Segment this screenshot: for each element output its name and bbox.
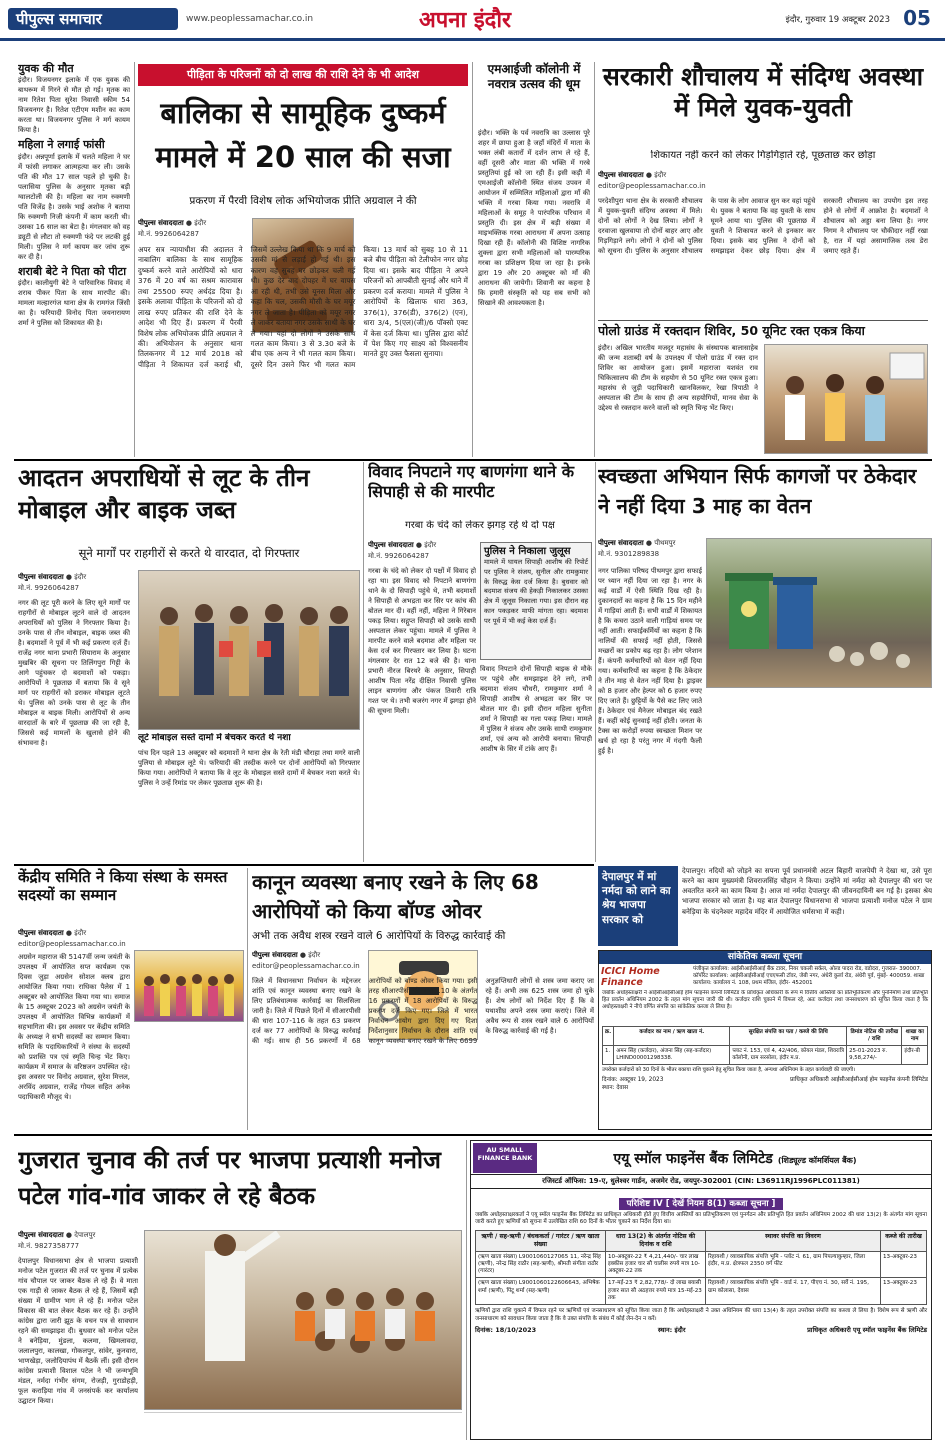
section-rule — [14, 864, 594, 866]
ad-regd-office: रजिस्टर्ड ऑफिस: 19-ए, धुलेश्वर गार्डन, अजमेर रोड, जयपुर-302001 (CIN: L36911RJ1996PLC011381) — [471, 1175, 931, 1189]
byline: पीपुल्स संवाददाता ● पीथमपुर मो.नं. 9301289838 — [598, 539, 676, 559]
byline-name: पीपुल्स संवाददाता — [18, 1231, 64, 1239]
story-body: गरबा के चंदे को लेकर दो पक्षों में विवाद हो रहा था। इस विवाद को निपटाने बाणगंगा थाने के दो सिपाही पहुंचे थे, तभी बदमाशों ने सिपाही से अभद्रता कर सिर पर कांच की बोतल मार दी। वहीं नहीं, महिला ने गिरेबान पकड़ लिया। सद्गुप्त सिपाही को उसके साथी अस्पताल लेकर पहुंचा। मामले में पुलिस ने मारपीट करने वाले बदमाश और महिला पर केस दर्ज कर गिरफ्तार कर लिया है। घटना मंगलवार देर रात 12 बजे की है। थाना प्रभारी नीरज बिरथरे के अनुसार, सिपाही आशीष पिता नरेंद्र दीक्षित निवासी पुलिस लाइन बाणगंगा और पंकज तिवारी रात्रि गश्त पर थे। तभी बजरंग नगर में झगड़ा होने की सूचना मिली। — [368, 567, 476, 715]
column-divider — [134, 62, 135, 457]
box-title: पुलिस ने निकाला जुलूस — [484, 546, 571, 557]
byline-mobile: मो.नं. 9926064287 — [138, 230, 200, 239]
table-cell: (ऋण खाता संख्या) L9001060122606643, अभिषेक शर्मा (ऋणी), पिंटू शर्मा (सह-ऋणी) — [476, 1278, 606, 1305]
byline-place: इंदौर — [424, 541, 437, 549]
story-body: देपालपुर। नदियों को जोड़ने का सपना पूर्व प्रधानमंत्री अटल बिहारी वाजपेयी ने देखा था, उसे पूरा करने का काम मुख्यमंत्री शिवराजसिंह चौहान ने किया। उन्होंने मां नर्मदा को देपालपुर की धरा पर अवतरित करने का काम किया है। आज मां नर्मदा देपालपुर की जीवनदायिनी बन गई है। इसका श्रेय भाजपा सरकार को जाता है। यह बात देपालपुर विधानसभा से भाजपा प्रत्याशी मनोज पटेल ने ग्राम बनेड़िया के चंदनेश्वर महादेव मंदिर में आयोजित धर्मसभा में कही। — [682, 867, 932, 916]
headline: गुजरात चुनाव की तर्ज पर भाजपा प्रत्याशी मनोज पटेल गांव-गांव जाकर ले रहे बैठक — [18, 1146, 441, 1210]
box-body: मामले में घायल सिपाही आशीष की रिपोर्ट पर पुलिस ने संजय, सुनील और रामकुमार के विरुद्ध केस दर्ज किया है। बुधवार को बदमाश संजय की हेकड़ी निकालकर उसका क्षेत्र में जुलूस निकाला गया। इस दौरान वह कान पकड़कर माफी मांगता रहा। बदमाश पर पूर्व में भी कई केस दर्ज हैं। — [484, 558, 588, 625]
deck: सूने मार्गों पर राहगीरों से करते थे वारदात, दो गिरफ्तार — [78, 546, 300, 560]
table-cell: 13-अक्टूबर-23 — [881, 1251, 927, 1278]
photo-spacer — [144, 1412, 462, 1440]
ad-date: दिनांक: 18/10/2023 — [475, 1325, 537, 1334]
police-group-icon — [139, 571, 360, 730]
masthead-rule — [0, 38, 945, 41]
byline-email: editor@peoplessamachar.co.in — [598, 182, 706, 191]
byline-email: editor@peoplessamachar.co.in — [18, 940, 126, 949]
samiti-photo — [134, 950, 244, 1022]
byline: पीपुल्स संवाददाता ● देपालपुर मो.नं. 9827358777 — [18, 1231, 96, 1251]
table-cell: (ऋण खाता संख्या) L9001060127065 11, नरेन्द्र सिंह (ऋणी), नरेन्द्र सिंह राठौर (सह-ऋणी), श्रीमती संगीता राठौर (गारंटर) — [476, 1251, 606, 1278]
icici-notice-ad — [598, 950, 932, 1130]
column-divider — [472, 62, 473, 457]
headline: आदतन अपराधियों से लूट के तीन मोबाइल और बाइक जब्त — [18, 464, 310, 525]
byline-mobile: मो.नं. 9301289838 — [598, 550, 660, 559]
table-cell: रिहायशी / व्यावसायिक संपत्ति भूमि - प्लॉट नं. 61, ग्राम पिपल्याकुम्हार, जिला इंदौर, म.प्र. क्षेत्रफल 2350 वर्ग फीट — [706, 1251, 881, 1278]
kicker-bar: पीड़िता के परिजनों को दो लाख की राशि देने के भी आदेश — [138, 64, 468, 86]
column-divider — [247, 868, 248, 1130]
byline-name: पीपुल्स संवाददाता — [138, 219, 184, 227]
ad-table — [475, 1230, 927, 1306]
table-cell: 13-अक्टूबर-23 — [881, 1278, 927, 1305]
table-row — [476, 1251, 927, 1278]
byline: पीपुल्स संवाददाता ● इंदौर editor@peoplessamachar.co.in — [18, 929, 126, 949]
byline-name: पीपुल्स संवाददाता — [598, 171, 644, 179]
byline: पीपुल्स संवाददाता ● इंदौर मो.नं. 9926064287 — [138, 219, 207, 239]
byline-name: पीपुल्स संवाददाता — [598, 539, 644, 547]
section-rule — [14, 459, 932, 461]
table-cell: 17-मई-23 ₹ 2,82,778/- दो लाख बयासी हजार सात सौ अठहत्तर रुपये मात्र 15-मई-23 तक — [606, 1278, 706, 1305]
table-header-cell: शाखा का नाम — [902, 1027, 928, 1046]
table-header-cell: डिमांड नोटिस की तारीख / राशि — [847, 1027, 902, 1046]
byline-name: पीपुल्स संवाददाता — [252, 951, 298, 959]
table-row — [603, 1046, 928, 1065]
byline-name: पीपुल्स संवाददाता — [18, 929, 64, 937]
column-divider — [466, 1140, 467, 1440]
table-cell: 25-01-2023 रु. 9,58,274/- — [847, 1046, 902, 1065]
table-header-row — [476, 1230, 927, 1251]
table-cell: 10-अक्टूबर-22 ₹ 4,21,440/- चार लाख इक्कीस हजार चार सौ चालीस रुपये मात्र 10-अक्टूबर-22 तक — [606, 1251, 706, 1278]
story-body: नगर पालिका परिषद पीथमपुर द्वारा सफाई पर ध्यान नहीं दिया जा रहा है। नगर के कई वार्डों में ऐसी स्थिति दिख रही है। दुकानदारों का कहना है कि 15 दिन महीने में गाड़ियां आती हैं। सभी वार्डों में शिकायत है कि कचरा उठाने वाली गाड़ियां समय पर नहीं आती। सफाईकर्मियों का कहना है कि नालियों की सफाई नहीं होती, जिससे मच्छरों का प्रकोप बढ़ रहा है। लोग परेशान हैं। कंपनी कर्मचारियों को वेतन नहीं दिया गया। कर्मचारियों का कहना है कि ठेकेदार ने तीन माह से वेतन नहीं दिया है। ड्राइवर को 8 हजार और हेल्पर को 6 हजार रुपए दिए जाते हैं। छुट्टियों के पैसे कट लिए जाते हैं। ठेकेदार एवं मैनेजर मोबाइल बंद रखते हैं। कहीं कोई सुनवाई नहीं होती। जनता के टैक्स का करोड़ों रुपया स्वच्छता मिशन पर खर्च हो रहा है परंतु नगर में गंदगी फैली हुई है। — [598, 567, 702, 755]
table-cell: रिहायशी / व्यावसायिक संपत्ति भूमि - वार्ड नं. 17, पीएच नं. 30, सर्वे नं. 195, ग्राम कोलासा, देवास — [706, 1278, 881, 1305]
ad-notice: जबकि अधोहस्ताक्षरी ने आईसीआईसीआई होम फाइनेंस कंपनी लिमिटेड के प्राधिकृत अधिकारी के रूप में वित्तीय आस्तियों का प्रतिभूतिकरण और पुनर्निर्माण तथा प्रतिभूति हित प्रवर्तन अधिनियम 2002 के तहत मांग सूचना जारी की थी। कर्जदार राशि चुकाने में विफल रहे, अतः कर्जदार तथा जनसाधारण को सूचित किया जाता है कि अधोहस्ताक्षरी ने नीचे वर्णित संपत्ति का सांकेतिक कब्जा ले लिया है। — [602, 990, 928, 1011]
dustbin-icon — [707, 539, 932, 688]
story-body: देपालपुर विधानसभा क्षेत्र से भाजपा प्रत्याशी मनोज पटेल गुजरात की तर्ज पर चुनाव में प्रत्येक गांव चौपाल पर जाकर बैठक ले रहे हैं। वे माता एक गाड़ी से जाकर बैठक ले रहे हैं, जिसमें बड़ी संख्या में ग्रामीण भाग ले रहे हैं। मनोज पटेल विकास की बात लेकर बैठक कर रहे हैं। उन्होंने कांग्रेस द्वारा जारी झूठ के वचन पत्र से सावधान रहने की समझाइश दी। बुधवार को मनोज पटेल ने बनेड़िया, मुंडला, कलमा, खिमलावदा, जलालपुरा, कालखा, गोकलपुर, सांवेर, कुनवारा, भाणखेड़ा, जलोदियापंथ में बैठकें लीं। इसी दौरान कांग्रेस प्रत्याशी विशाल पटेल ने भी जन्मभूमि मंडल, नर्मदा गंभीर संगम, रोजड़ी, गुराडोहड़ी, फूल कराड़िया गांव में जनसंपर्क कर कार्यालय उद्घाटन किया। — [18, 1257, 138, 1405]
section-rule — [14, 1134, 932, 1136]
photo-caption: पांच दिन पहले 13 अक्टूबर को बदमाशों ने थाना क्षेत्र के रेती मंडी चौराहा तथा मगरे वाली पुलिया से मोबाइल लूटे थे। फरियादी की तस्दीक करने पर दोनों आरोपियों को गिरफ्तार किया गया। आरोपियों ने बताया कि वे लूट के मोबाइल सस्ते दामों में बेचकर नशा करते थे। पुलिस ने उन्हें रिमांड पर लेकर पूछताछ शुरू की है। — [138, 749, 360, 787]
headline: कानून व्यवस्था बनाए रखने के लिए 68 आरोपियों को किया बॉण्ड ओवर — [252, 870, 539, 923]
ad-place: स्थान: इंदौर — [657, 1325, 686, 1334]
side-headline: देपालपुर में मां नर्मदा को लाने का श्रेय भाजपा सरकार को — [598, 866, 678, 946]
byline-place: इंदौर — [194, 219, 207, 227]
table-cell: 1. — [603, 1046, 614, 1065]
masthead — [0, 0, 945, 44]
briefs-column — [18, 62, 130, 457]
table-header-cell: धारा 13(2) के अंतर्गत नोटिस की दिनांक व राशि — [606, 1230, 706, 1251]
byline: पीपुल्स संवाददाता ● इंदौर editor@peoplessamachar.co.in — [598, 171, 706, 191]
ad-notice: जबकि अधोहस्ताक्षरकर्ता ने एयू स्मॉल फाइनेंस बैंक लिमिटेड का प्राधिकृत अधिकारी होते हुए वित्तीय आस्तियों का प्रतिभूतिकरण एवं पुनर्गठन और प्रतिभूति हित प्रवर्तन अधिनियम 2002 की धारा 13(2) के अंतर्गत मांग सूचना जारी करते हुए ऋणियों को सूचना में उल्लेखित राशि 60 दिनों के भीतर चुकाने का निर्देश दिया था। — [475, 1212, 927, 1226]
ad-place: स्थान: देवास — [602, 1084, 629, 1091]
byline-place: इंदौर — [74, 573, 87, 581]
story-body-2: विवाद निपटाने दोनों सिपाही बाइक से मौके पर पहुंचे और समझाइश देने लगे, तभी बदमाश संजय चौधरी, रामकुमार शर्मा ने सिपाही आशीष से अभद्रता कर सिर पर बोतल मार दी। इसी दौरान महिला सुनीता शर्मा ने सिपाही का गला पकड़ लिया। मामले में पुलिस ने संजय और उसके साथी रामकुमार शर्मा, एवं अन्य को आरोपी बनाया। सिपाही आशीष के सिर में टांके आए हैं। — [480, 665, 592, 753]
byline: पीपुल्स संवाददाता ● इंदौर मो.नं. 9926064287 — [18, 573, 87, 593]
headline: स्वच्छता अभियान सिर्फ कागजों पर ठेकेदार ने नहीं दिया 3 माह का वेतन — [598, 464, 917, 518]
table-row — [476, 1278, 927, 1305]
column-divider — [363, 462, 364, 862]
byline-mobile: मो.नं. 9926064287 — [18, 584, 80, 593]
people-icon — [765, 345, 928, 454]
byline-place: इंदौर — [74, 929, 87, 937]
garbage-bins-photo — [706, 538, 932, 688]
byline-mobile: मो.नं. 9926064287 — [368, 552, 430, 561]
ad-header: सांकेतिक कब्जा सूचना — [599, 951, 931, 964]
ad-table — [602, 1026, 928, 1065]
brief-body: इंदौर। कालीयुगी बेटे ने पारिवारिक विवाद में शराब पीकर पिता के साथ मारपीट की। मामला मल्हारगंज थाना क्षेत्र के रामगंज जिंसी का है। फरियादी विनोद पिता जयनारायण शर्मा ने पुलिस को शिकायत की है। — [18, 279, 130, 328]
accused-photo — [138, 570, 360, 730]
section-title: अपना इंदौर — [418, 8, 512, 33]
table-header-cell: क्र. — [603, 1027, 614, 1046]
table-cell: इंदौर-बी — [902, 1046, 928, 1065]
byline-email: editor@peoplessamachar.co.in — [252, 962, 360, 971]
au-logo: AU SMALL FINANCE BANK — [473, 1143, 537, 1173]
story-body: इंदौर। भक्ति के पर्व नवरात्रि का उल्लास पूरे शहर में छाया हुआ है जहाँ मंदिरों में माता के भक्त लंबी कतारों में दर्शन लाभ ले रहे हैं, वहीं दूसरी और माता की भक्ति में गरबे प्रस्तुतियां हुई को जा रही हैं। इसी कड़ी में एमआईजी कॉलोनी स्थित संजय उपवन में आयोजन में सम्मिलित महिलाओं द्वारा माँ की भक्ति में गरबा किया गया। नवरात्रि में महिलाओं के समूह ने पारंपरिक परिधान में प्रस्तुति दी। इस क्षेत्र में बड़ी संख्या में माइभक्तिक गरबा आराधना में अपना उत्साह दिखा रही हैं। कॉलोनी की विशिष्ट नागरिक शुक्ला द्वारा सभी महिलाओं को पारम्परिक गरबा का प्रशिक्षण दिया जा रहा है। इनके द्वारा 19 और 20 अक्टूबर को माँ की आराधना की जायेगी। शिवानी का कहना है कि हमारी संस्कृति को यह सब सभी को सिखाने की आवश्यकता है। — [478, 129, 590, 307]
au-bank-notice-ad — [470, 1140, 932, 1440]
table-header-cell: कब्जे की तारीख — [881, 1230, 927, 1251]
byline: पीपुल्स संवाददाता ● इंदौर editor@peoplessamachar.co.in — [252, 951, 360, 971]
page-number: 05 — [903, 6, 931, 30]
ad-footer: ऋणियों द्वारा राशि चुकाने में विफल रहने पर ऋणियों एवं जनसाधारण को सूचित किया जाता है कि अधोहस्ताक्षरी ने उक्त अधिनियम की धारा 13(4) के तहत उपरोक्त संपत्ति का कब्जा ले लिया है। विशेष रूप से ऋणी और जनसाधारण को सावधान किया जाता है कि वे उक्त संपत्ति के संबंध में कोई लेन-देन न करें। — [475, 1308, 927, 1322]
byline-name: पीपुल्स संवाददाता — [368, 541, 414, 549]
headline: विवाद निपटाने गए बाणगंगा थाने के सिपाही से की मारपीट — [368, 462, 575, 501]
ad-subtitle: (शिड्यूल्ड कॉमर्शियल बैंक) — [777, 1155, 857, 1165]
deck: गरबा के चंदे को लेकर झगड़ रहे थे दो पक्ष — [405, 520, 555, 531]
headline: केंद्रीय समिति ने किया संस्था के समस्त सदस्यों का सम्मान — [18, 868, 228, 905]
photo-caption-title: लूटे मोबाइल सस्ते दामों में बेचकर करते थे नशा — [138, 733, 291, 743]
ad-title: एयू स्मॉल फाइनेंस बैंक लिमिटेड — [613, 1150, 773, 1167]
table-header-row — [603, 1027, 928, 1046]
byline-place: इंदौर — [308, 951, 321, 959]
ad-signatory: प्राधिकृत अधिकारी एयू स्मॉल फाइनेंस बैंक लिमिटेड — [807, 1325, 927, 1334]
brief-title: महिला ने लगाई फांसी — [18, 138, 105, 152]
table-cell: प्लाट नं. 153, एवं 4, 42/406, कोयल मंडल, शिवरात्रि कॉलोनी, ग्राम सरसोला, इंदौर म.प्र. — [730, 1046, 847, 1065]
ad-appendix: परिशिष्ट IV [ देखें नियम 8(1) कब्जा सूचना ] — [619, 1198, 784, 1210]
brief-body: इंदौर। विजयनगर इलाके में एक युवक की बाथरूम में गिरने से मौत हो गई। मृतक का नाम रितेश पिता सुरेश निवासी स्कीम 54 विजयनगर है। रितेश एटीएम मशीन का काम करता था। विजयनगर पुलिस ने मर्ग कायम किया है। — [18, 76, 130, 135]
table-header-cell: सुरक्षित संपत्ति का पता / कब्जे की तिथि — [730, 1027, 847, 1046]
story-body: अपर सत्र न्यायाधीश की अदालत ने नाबालिग बालिका के साथ सामूहिक दुष्कर्म करने वाले आरोपियों को धारा 376 में 20 वर्ष का सश्रम कारावास तथा 25500 रुपए अर्थदंड दिया है। इसके अलावा पीड़िता के परिजनों को दो लाख रुपए प्रतिकर की राशि देने के आदेश भी दिए हैं। प्रकरण में पैरवी विशेष लोक अभियोजक प्रीति अग्रवाल ने की। अभियोजन के अनुसार थाना तिलकनगर में 12 मार्च 2018 को पीड़िता ने शिकायत दर्ज कराई थी, जिसमें उल्लेख किया था कि 9 मार्च को उसकी मां से लड़ाई हो गई थी। इस कारण वह सुबह घर छोड़कर चली गई थी। कुछ देर बाद दोपहर में घर वापस आ रही थी, तभी उसे यूनस मिला और कहा कि चल, उसकी मौसी के घर मयूर नगर ले जाता है। पीड़िता को मयूर नगर ले जाकर बताया नगर उसके साथी के घर ले गया। यहां दो लोगों ने उसके साथ गलत काम किया। 3 से 3.30 बजे के बीच एक अन्य ने भी गलत काम किया। दूसरे दिन उसने फिर भी गलत काम किया। 13 मार्च को सुबह 10 से 11 बजे बीच पीड़िता को टेलीफोन नगर छोड़ दिया था। इसके बाद पीड़िता ने अपने परिजनों को आपबीती सुनाई और थाने में प्रकरण दर्ज कराया। मामले में पुलिस ने आरोपियों के खिलाफ धारा 363, 376(1), 376(डी), 376(2) (एन), धारा 3/4, 5(एल)(जी)/6 पॉक्सो एक्ट में केस दर्ज किया था। पुलिस द्वारा कोर्ट में पेश किए गए साक्ष्य को विश्वसनीय मानते हुए उक्त फैसला सुनाया। — [138, 245, 468, 369]
headline: सरकारी शौचालय में संदिग्ध अवस्था में मिले युवक-युवती — [602, 62, 924, 122]
table-header-cell: ऋणी / सह-ऋणी / बंधककर्ता / गारंटर / ऋण खाता संख्या — [476, 1230, 606, 1251]
headline: बालिका से सामूहिक दुष्कर्म मामले में 20 साल की सजा — [155, 96, 451, 174]
byline-mobile: मो.नं. 9827358777 — [18, 1242, 80, 1251]
story-body: अग्रसेन महाराज की 5147वीं जन्म जयंती के उपलक्ष्य में आयोजित सप्त कार्यक्रम एक दिवस जुड़ा अग्रसेन सोशल क्लब द्वारा आयोजित किया गया। राधिका पैलेस में 1 अक्टूबर को आयोजित किया गया था। समाज के 15 अक्टूबर 2023 को अग्रसेन जयंती के उपलक्ष्य में आयोजित विभिन्न कार्यक्रमों में सहभागिता की। इस अवसर पर केंद्रीय समिति के अध्यक्ष ने सभी सदस्यों का सम्मान किया। समिति के पदाधिकारियों ने संस्था के सदस्यों को प्रशस्ति पत्र एवं स्मृति चिन्ह भेंट किए। कार्यक्रम में समाज के वरिष्ठजन उपस्थित रहे। इस अवसर पर विनोद अग्रवाल, सुरेश मित्तल, अरविंद अग्रवाल, राजेंद्र गोयल सहित अनेक पदाधिकारी मौजूद थे। — [18, 953, 130, 1101]
ad-signatory: प्राधिकृत अधिकारी आईसीआईसीआई होम फाइनेंस कंपनी लिमिटेड — [789, 1076, 928, 1083]
table-header-cell: स्थावर संपत्ति का विवरण — [706, 1230, 881, 1251]
crowd-icon — [145, 1231, 462, 1410]
story-divider — [598, 320, 928, 321]
brief-title: शराबी बेटे ने पिता को पीटा — [18, 264, 127, 278]
icici-logo: ICICI Home Finance — [601, 966, 660, 988]
headline: एमआईजी कॉलोनी में नवरात्र उत्सव की धूम — [487, 62, 581, 91]
brief-body: इंदौर। अन्नपूर्णा इलाके में चलते महिला ने घर में फांसी लगाकर आत्महत्या कर ली। उसके पति की मौत 17 साल पहले हो चुकी है। पलासिया पुलिस के अनुसार मृतका बड़ी ग्वालटोली की है। महिला का नाम रुक्मणी पति विजेंद्र है। उसके भाई अशोक ने बताया कि रुक्मणी निजी कंपनी में काम करती थी। उसका 16 साल का बेटा है। मंगलवार को वह ड्यूटी से लौटा तो रुक्मणी फंदे पर लटकी हुई मिली। पुलिस ने मर्ग कायम कर जांच शुरू कर दी है। — [18, 152, 130, 261]
rally-photo — [144, 1230, 462, 1410]
column-divider — [595, 462, 596, 862]
ad-date: दिनांक: अक्टूबर 19, 2023 — [602, 1076, 664, 1083]
story-body: नगर की लूट पूरी करने के लिए सूने मार्गों पर राहगीरों से मोबाइल लूटने वाले दो आदतन अपराधियों को पुलिस ने गिरफ्तार किया है। उनके पास से तीन मोबाइल, बाइक जब्त की है। बदमाशों ने पूर्व में भी कई प्रकरण दर्ज हैं। राजेंद्र नगर थाना प्रभारी सियाराम के अनुसार मुखबिर की सूचना पर तिलिंगपुरा गिट्टी के आगे पहुंचकर दो बदमाशों को पकड़ा। आरोपियों ने पूछताछ में बताया कि वे सूने मार्ग पर राहगीरों को डराकर मोबाइल लूटते थे। पुलिस को उनके पास से लूट के तीन मोबाइल व बाइक मिली। आरोपियों से अन्य वारदातों के बारे में पूछताछ की जा रही है, जिससे कई मामलों के खुलासे होने की संभावना है। — [18, 599, 130, 747]
table-header-cell: कर्जदार का नाम / ऋण खाता नं. — [614, 1027, 730, 1046]
deck: प्रकरण में पैरवी विशेष लोक अभियोजक प्रीति अग्रवाल ने की — [189, 195, 417, 207]
masthead-logo: पीपुल्स समाचार — [8, 8, 178, 30]
ad-address: पंजीकृत कार्यालय: आईसीआईसीआई बैंक टावर, नियर चकली सर्कल, ओल्ड पादरा रोड, वडोदरा, गुजरात- 390007. कॉर्पोरेट कार्यालय: आईसीआईसीआई एचएफसी टॉवर, जेबी नगर, अंधेरी कुर्ला रोड, अंधेरी पूर्व, मुंबई- 400059. शाखा कार्यालय: कार्यालय नं. 108, प्रथम मंजिल, इंदौर- 452001 — [693, 966, 925, 987]
masthead-url: www.peoplessamachar.co.in — [186, 14, 314, 24]
sidebar-box — [480, 542, 592, 660]
table-cell: अमन सिंह (कर्जदार), अंजना सिंह (सह-कर्जदार) LHIND00001298338. — [614, 1046, 730, 1065]
byline-name: पीपुल्स संवाददाता — [18, 573, 64, 581]
deck: शिकायत नहीं करने को लेकर गिड़गिड़ाते रहे, पूछताछ कर छोड़ा — [650, 150, 876, 161]
story-body: जिले में विधानसभा निर्वाचन के मद्देनजर शांति एवं कानून व्यवस्था बनाए रखने के लिए प्रतिबंधात्मक कार्रवाई का सिलसिला जारी है। जिले में पिछले दिनों में सीआरपीसी की धारा 107-116 के तहत 63 प्रकरण दर्ज कर 77 आरोपियों के विरुद्ध कार्रवाई की गई। साथ ही 56 प्रकरणों में 68 आरोपियों को बॉण्ड ओवर किया गया। इसी तरह सीआरपीसी की धारा 110 के अंतर्गत 16 प्रकरणों में 18 आरोपियों के विरुद्ध प्रकरण दर्ज किए गए। जिले में भारत निर्वाचन आयोग द्वारा दिए गए दिशा निर्देशानुसार निर्वाचन के दौरान शांति एवं कानून व्यवस्था बनाए रखने के लिए 6699 अनुज्ञप्तिधारी लोगों से शस्त्र जमा कराए जा रहे हैं। अभी तक 625 शस्त्र जमा हो चुके हैं। शेष लोगों को निर्देश दिए हैं कि वे यथाशीघ्र अपने शस्त्र जमा कराएं। जिले में अवैध रूप से शस्त्र रखने वाले 6 आरोपियों के विरुद्ध कार्रवाई की गई है। — [252, 977, 594, 1045]
group-icon — [135, 951, 244, 1022]
byline-place: पीथमपुर — [654, 539, 676, 547]
column-divider — [594, 62, 595, 457]
dateline: इंदौर, गुरुवार 19 अक्टूबर 2023 — [785, 15, 890, 25]
byline-place: देपालपुर — [74, 1231, 96, 1239]
byline: पीपुल्स संवाददाता ● इंदौर मो.नं. 9926064287 — [368, 541, 437, 561]
ad-footer: उपरोक्त कर्जदारों को 30 दिनों के भीतर बकाया राशि चुकाने हेतु सूचित किया जाता है, अन्यथा अधिनियम के तहत कार्यवाही की जाएगी। — [602, 1067, 856, 1074]
story-body: परदेशीपुरा थाना क्षेत्र के सरकारी शौचालय में युवक-युवती संदिग्ध अवस्था में मिले। दोनों को लोगों ने देख लिया। लोगों ने दरवाजा खुलवाया तो दोनों बाहर आए और गिड़गिड़ाने लगे। लोगों ने दोनों को पुलिस को सूचना दी। पुलिस के अनुसार शौचालय के पास के लोग आवाज सुन कर वहां पहुंचे थे। युवक ने बताया कि वह युवती के साथ घूमने आया था। पुलिस की पूछताछ में युवती ने शिकायत करने से इनकार कर दिया। इसके बाद पुलिस ने दोनों को समझाइश देकर छोड़ दिया। क्षेत्र में सरकारी शौचालय का उपयोग इस तरह होने से लोगों में आक्रोश है। बदमाशों ने शौचालय को अड्डा बना लिया है। नगर निगम ने शौचालय पर चौकीदार नहीं रखा है, रात में यहां असामाजिक तत्व डेरा जमाए रहते हैं। — [598, 197, 928, 255]
headline: पोलो ग्राउंड में रक्तदान शिविर, 50 यूनिट रक्त एकत्र किया — [598, 323, 865, 338]
deck: अभी तक अवैध शस्त्र रखने वाले 6 आरोपियों के विरुद्ध कार्रवाई की — [252, 930, 506, 942]
byline-place: इंदौर — [654, 171, 667, 179]
story-body: इंदौर। अखिल भारतीय मजदूर महासंघ के संस्थापक बालासाहेब की जन्म शताब्दी वर्ष के उपलक्ष्य में पोलो ग्राउंड में रक्त दान शिविर का आयोजन हुआ। इसमें महाराजा यशवंत राव चिकित्सालय की टीम के सहयोग से 50 यूनिट रक्त एकत्र हुआ। महासंघ से जुड़ी पदाधिकारी खानविलकर, रेखा त्रिपाठी ने अस्पताल की टीम के साथ ही अन्य सहयोगियों, मानव सेवा के उद्देश्य से रक्तदान करने वालों को स्मृति चिन्ह भेंट किए। — [598, 344, 758, 412]
brief-title: युवक की मौत — [18, 62, 74, 75]
blood-camp-photo — [764, 344, 928, 454]
